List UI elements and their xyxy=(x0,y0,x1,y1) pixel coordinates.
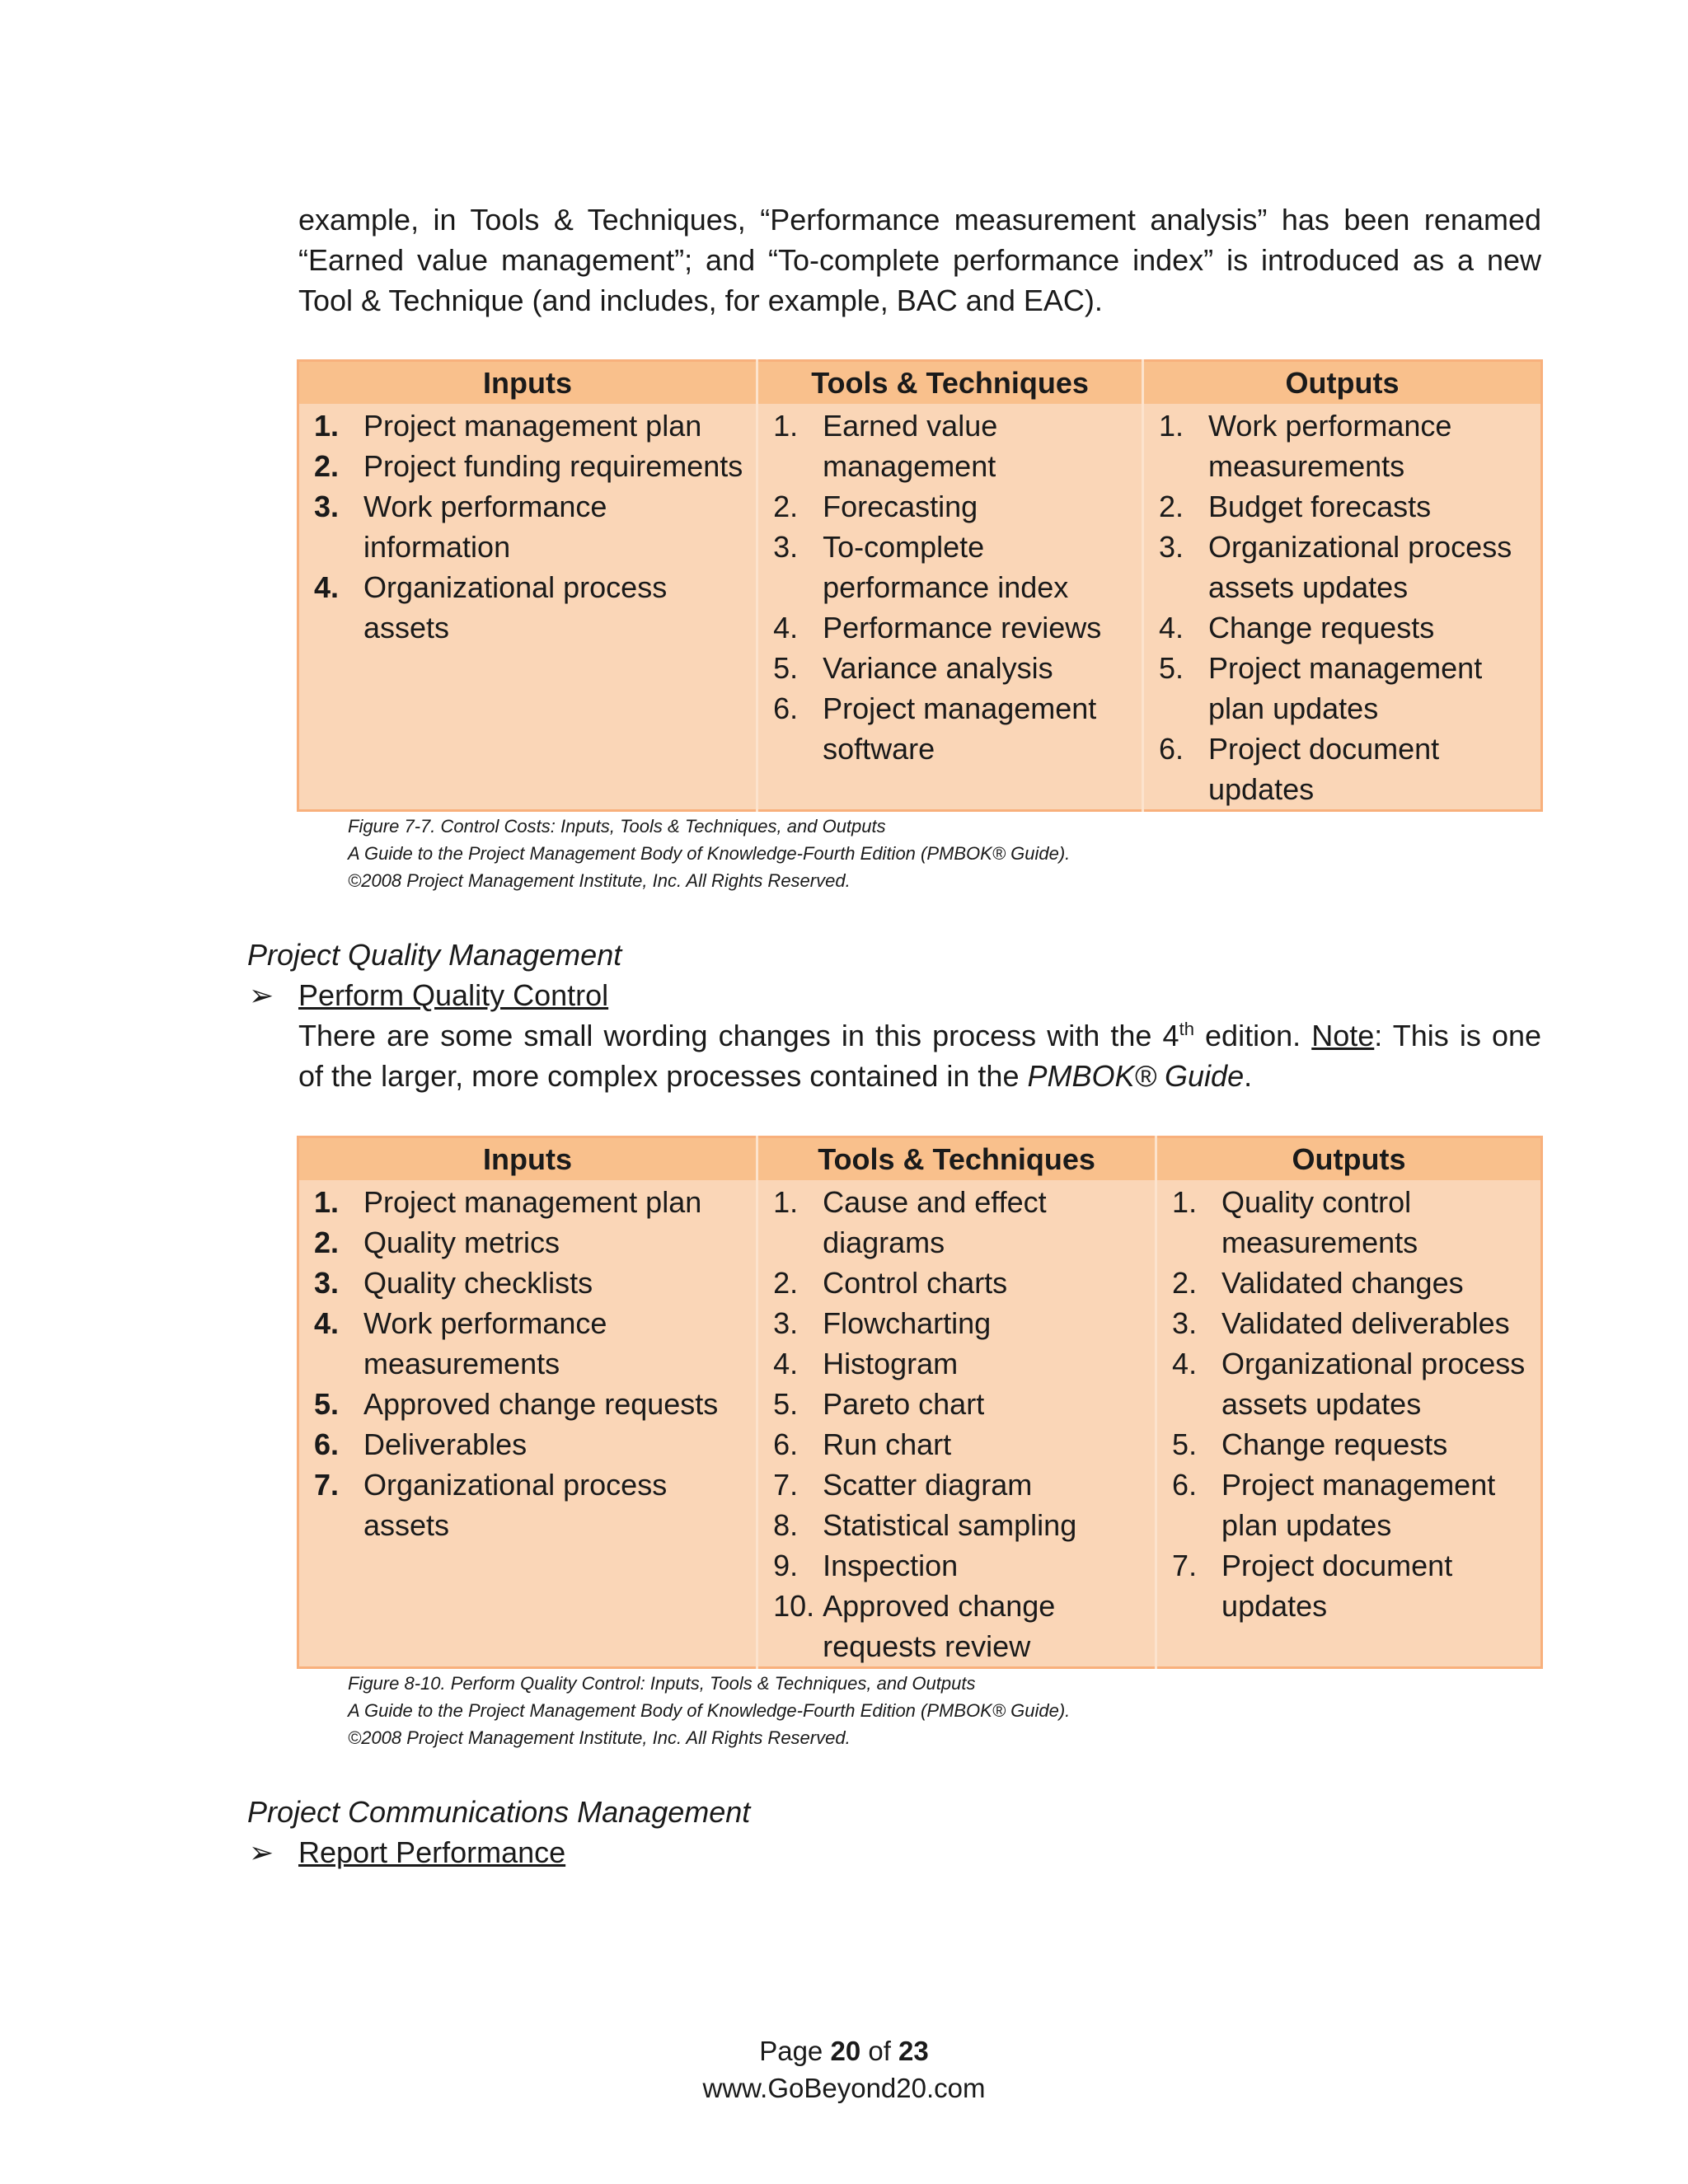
item-text: Approved change requests xyxy=(363,1387,719,1421)
list-item xyxy=(1156,405,1534,486)
item-number: 2. xyxy=(314,1226,340,1259)
item-text: Organizational process assets updates xyxy=(1221,1347,1526,1421)
item-text: Organizational process assets xyxy=(363,570,668,644)
header-outputs: Outputs xyxy=(1156,1137,1542,1181)
list-item xyxy=(1169,1343,1534,1424)
item-text: Project document updates xyxy=(1208,732,1440,806)
page-footer xyxy=(0,2032,1688,2107)
list-item xyxy=(770,1384,1148,1424)
list-item xyxy=(1156,607,1534,648)
item-number: 2. xyxy=(773,1266,799,1300)
body-text: : This is one xyxy=(1374,1019,1542,1052)
item-number: 4. xyxy=(314,570,340,604)
list-item xyxy=(770,688,1135,769)
item-text: Project funding requirements xyxy=(363,449,743,483)
item-text: Project management software xyxy=(823,691,1097,766)
item-text: Flowcharting xyxy=(823,1306,992,1340)
item-text: Performance reviews xyxy=(823,611,1102,644)
item-number: 1. xyxy=(1172,1185,1198,1219)
item-number: 3. xyxy=(1159,530,1184,564)
caption-line: A Guide to the Project Management Body of Knowledge-Fourth Edition (PMBOK® Guide). xyxy=(348,843,1071,864)
list-item xyxy=(311,1465,749,1545)
item-text: Deliverables xyxy=(363,1427,528,1461)
item-number: 10. xyxy=(773,1589,815,1623)
list-item xyxy=(311,405,749,446)
section-title-communications: Project Communications Management xyxy=(247,1795,751,1829)
item-text: Variance analysis xyxy=(823,651,1053,685)
list-item xyxy=(311,1263,749,1303)
body-text: . xyxy=(1244,1059,1253,1093)
figure-caption xyxy=(348,813,1070,894)
perform-quality-control-table xyxy=(297,1136,1543,1669)
item-number: 4. xyxy=(773,1347,799,1380)
inputs-list xyxy=(311,405,749,648)
arrow-bullet-icon: ➢ xyxy=(249,1835,274,1869)
item-number: 2. xyxy=(773,490,799,523)
item-text: Earned value management xyxy=(823,409,998,483)
total-pages: 23 xyxy=(898,2036,929,2066)
item-number: 5. xyxy=(314,1387,340,1421)
header-inputs: Inputs xyxy=(298,361,757,405)
item-text: Validated deliverables xyxy=(1221,1306,1510,1340)
item-text: Scatter diagram xyxy=(823,1468,1033,1502)
list-item xyxy=(1169,1182,1534,1263)
item-number: 2. xyxy=(1172,1266,1198,1300)
list-item xyxy=(311,1182,749,1222)
note-label: Note xyxy=(1311,1019,1375,1052)
item-number: 6. xyxy=(773,1427,799,1461)
item-number: 3. xyxy=(314,1266,340,1300)
item-text: Organizational process assets xyxy=(363,1468,668,1542)
list-item xyxy=(1156,729,1534,809)
item-number: 7. xyxy=(314,1468,340,1502)
list-item xyxy=(311,1384,749,1424)
list-item xyxy=(770,1343,1148,1384)
item-number: 1. xyxy=(314,409,340,443)
outputs-cell xyxy=(1156,1180,1542,1668)
item-text: Approved change requests review xyxy=(823,1589,1056,1663)
list-item xyxy=(770,1182,1148,1263)
item-text: Quality metrics xyxy=(363,1226,560,1259)
item-number: 1. xyxy=(773,409,799,443)
item-number: 5. xyxy=(1159,651,1184,685)
item-number: 4. xyxy=(1172,1347,1198,1380)
tools-list xyxy=(770,1182,1148,1666)
list-item xyxy=(770,1545,1148,1586)
process-bullet-communications xyxy=(249,1832,565,1872)
intro-line: Tool & Technique (and includes, for example, BAC and EAC). xyxy=(298,284,1103,317)
caption-line: Figure 8-10. Perform Quality Control: Inputs, Tools & Techniques, and Outputs xyxy=(348,1673,976,1694)
item-text: Pareto chart xyxy=(823,1387,985,1421)
item-text: Quality checklists xyxy=(363,1266,593,1300)
intro-line: “Earned value management”; and “To-complete performance index” is introduced as a new xyxy=(298,243,1541,277)
page-of: of xyxy=(860,2036,899,2066)
page-number xyxy=(0,2032,1688,2069)
item-number: 4. xyxy=(314,1306,340,1340)
arrow-bullet-icon: ➢ xyxy=(249,978,274,1012)
header-tools: Tools & Techniques xyxy=(757,361,1143,405)
item-text: Control charts xyxy=(823,1266,1008,1300)
item-number: 8. xyxy=(773,1508,799,1542)
item-text: Forecasting xyxy=(823,490,978,523)
list-item xyxy=(311,567,749,648)
list-item xyxy=(770,1303,1148,1343)
item-text: Inspection xyxy=(823,1549,959,1582)
item-text: Project management plan updates xyxy=(1221,1468,1496,1542)
body-text: There are some small wording changes in this process with the 4 xyxy=(298,1019,1179,1052)
item-text: Project document updates xyxy=(1221,1549,1453,1623)
list-item xyxy=(311,486,749,567)
caption-line: A Guide to the Project Management Body of Knowledge-Fourth Edition (PMBOK® Guide). xyxy=(348,1700,1071,1721)
list-item xyxy=(1169,1545,1534,1626)
outputs-cell xyxy=(1143,404,1542,811)
list-item xyxy=(770,1505,1148,1545)
list-item xyxy=(311,446,749,486)
tools-cell xyxy=(757,1180,1156,1668)
item-text: Organizational process assets updates xyxy=(1208,530,1512,604)
item-text: Histogram xyxy=(823,1347,959,1380)
item-text: Project management plan xyxy=(363,409,702,443)
pmbok-guide-title: PMBOK® Guide xyxy=(1027,1059,1245,1093)
header-tools: Tools & Techniques xyxy=(757,1137,1156,1181)
item-text: To-complete performance index xyxy=(823,530,1069,604)
superscript: th xyxy=(1179,1019,1194,1039)
intro-paragraph xyxy=(298,199,1541,321)
header-inputs: Inputs xyxy=(298,1137,757,1181)
item-text: Project management plan updates xyxy=(1208,651,1483,725)
process-link-report-performance[interactable]: Report Performance xyxy=(298,1835,566,1869)
item-number: 6. xyxy=(314,1427,340,1461)
list-item xyxy=(770,607,1135,648)
outputs-list xyxy=(1156,405,1534,809)
control-costs-table xyxy=(297,359,1543,812)
item-text: Quality control measurements xyxy=(1221,1185,1418,1259)
item-number: 9. xyxy=(773,1549,799,1582)
item-text: Project management plan xyxy=(363,1185,702,1219)
quality-line xyxy=(298,1015,1541,1056)
list-item xyxy=(311,1222,749,1263)
list-item xyxy=(770,1263,1148,1303)
outputs-list xyxy=(1169,1182,1534,1626)
body-text: of the larger, more complex processes contained in the xyxy=(298,1059,1028,1093)
item-text: Cause and effect diagrams xyxy=(823,1185,1047,1259)
item-number: 2. xyxy=(314,449,340,483)
item-number: 3. xyxy=(314,490,340,523)
process-link-perform-quality-control[interactable]: Perform Quality Control xyxy=(298,978,609,1012)
list-item xyxy=(1156,527,1534,607)
list-item xyxy=(770,1424,1148,1465)
item-number: 6. xyxy=(1159,732,1184,766)
item-number: 5. xyxy=(773,1387,799,1421)
page-prefix: Page xyxy=(759,2036,831,2066)
inputs-cell xyxy=(298,404,757,811)
list-item xyxy=(770,527,1135,607)
item-number: 2. xyxy=(1159,490,1184,523)
item-number: 5. xyxy=(773,651,799,685)
item-number: 4. xyxy=(1159,611,1184,644)
item-number: 7. xyxy=(1172,1549,1198,1582)
list-item xyxy=(1169,1263,1534,1303)
figure-caption xyxy=(348,1670,1070,1751)
current-page: 20 xyxy=(830,2036,861,2066)
item-number: 1. xyxy=(773,1185,799,1219)
item-text: Statistical sampling xyxy=(823,1508,1077,1542)
website-link[interactable]: www.GoBeyond20.com xyxy=(702,2073,986,2103)
item-number: 4. xyxy=(773,611,799,644)
tools-list xyxy=(770,405,1135,769)
item-number: 6. xyxy=(773,691,799,725)
header-outputs: Outputs xyxy=(1143,361,1542,405)
item-text: Change requests xyxy=(1208,611,1435,644)
list-item xyxy=(1169,1465,1534,1545)
list-item xyxy=(1169,1424,1534,1465)
list-item xyxy=(770,405,1135,486)
item-text: Run chart xyxy=(823,1427,952,1461)
inputs-list xyxy=(311,1182,749,1545)
item-number: 3. xyxy=(1172,1306,1198,1340)
item-text: Work performance measurements xyxy=(1208,409,1452,483)
item-number: 3. xyxy=(773,1306,799,1340)
item-text: Work performance measurements xyxy=(363,1306,607,1380)
list-item xyxy=(311,1424,749,1465)
list-item xyxy=(311,1303,749,1384)
section-title-quality: Project Quality Management xyxy=(247,938,622,972)
caption-line: ©2008 Project Management Institute, Inc. All Rights Reserved. xyxy=(348,1727,851,1748)
caption-line: Figure 7-7. Control Costs: Inputs, Tools & Techniques, and Outputs xyxy=(348,816,886,837)
inputs-cell xyxy=(298,1180,757,1668)
quality-line xyxy=(298,1056,1541,1096)
item-number: 1. xyxy=(314,1185,340,1219)
item-number: 5. xyxy=(1172,1427,1198,1461)
list-item xyxy=(770,648,1135,688)
item-number: 1. xyxy=(1159,409,1184,443)
intro-line: example, in Tools & Techniques, “Performance measurement analysis” has been renamed xyxy=(298,203,1541,237)
item-text: Budget forecasts xyxy=(1208,490,1432,523)
item-text: Work performance information xyxy=(363,490,607,564)
list-item xyxy=(770,486,1135,527)
list-item xyxy=(1156,648,1534,729)
list-item xyxy=(1169,1303,1534,1343)
item-number: 6. xyxy=(1172,1468,1198,1502)
list-item xyxy=(770,1586,1148,1666)
body-text: edition. xyxy=(1193,1019,1312,1052)
item-number: 3. xyxy=(773,530,799,564)
list-item xyxy=(1156,486,1534,527)
item-number: 7. xyxy=(773,1468,799,1502)
quality-paragraph xyxy=(298,1015,1541,1096)
caption-line: ©2008 Project Management Institute, Inc. All Rights Reserved. xyxy=(348,870,851,891)
process-bullet-quality xyxy=(249,975,608,1015)
list-item xyxy=(770,1465,1148,1505)
tools-cell xyxy=(757,404,1143,811)
item-text: Change requests xyxy=(1221,1427,1448,1461)
item-text: Validated changes xyxy=(1221,1266,1464,1300)
